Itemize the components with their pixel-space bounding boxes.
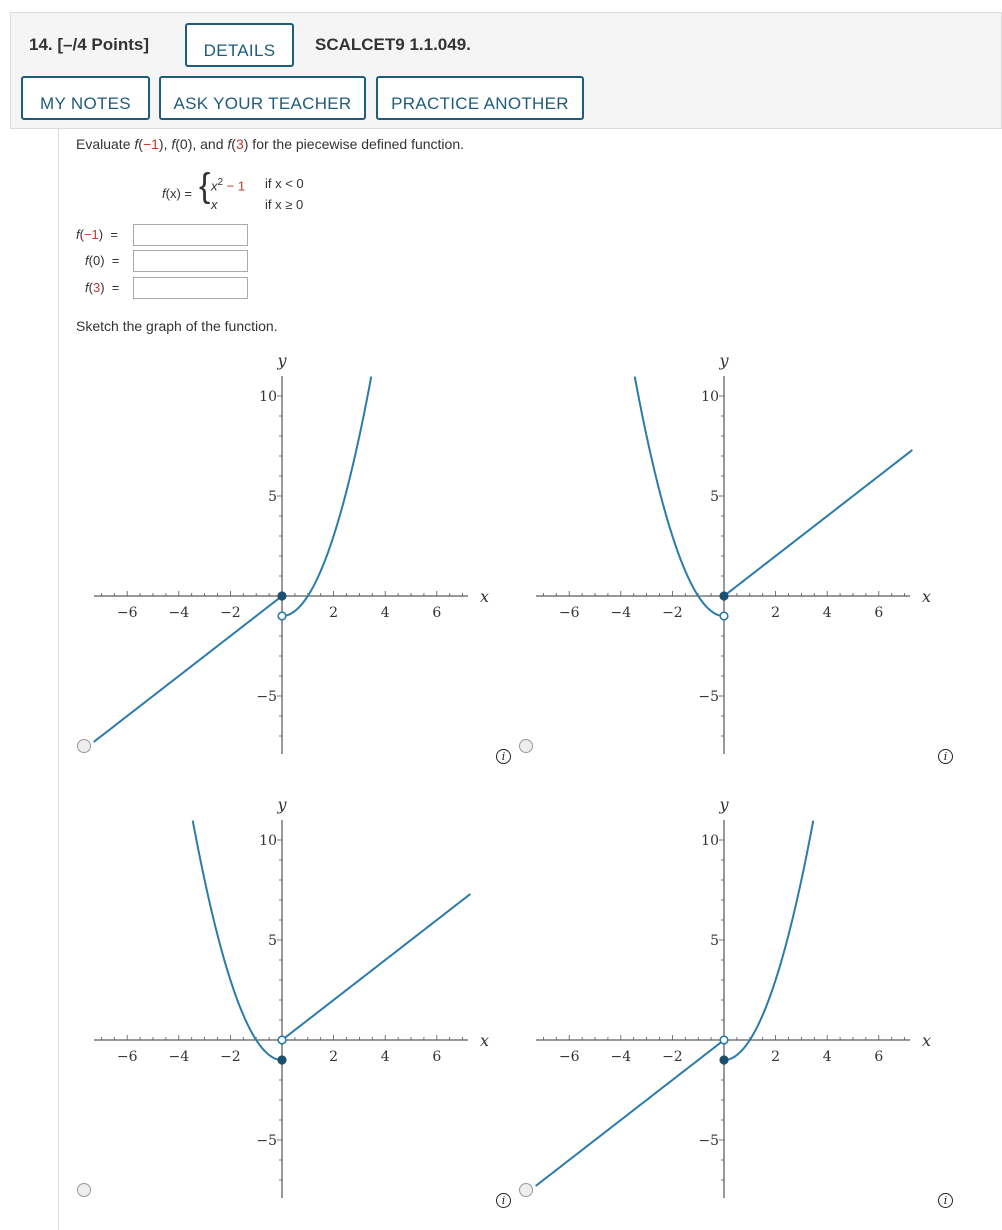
y-axis-label: y — [277, 351, 287, 370]
function-case1-cond: if x < 0 — [265, 176, 304, 191]
curves — [193, 821, 471, 1060]
x-tick-label: −4 — [610, 1049, 632, 1065]
function-case2 — [211, 197, 218, 212]
y-tick-label: 10 — [259, 833, 277, 849]
answer-label-3 — [85, 280, 119, 295]
answer-f: f — [85, 253, 89, 268]
answer-arg: −1 — [83, 227, 99, 242]
x-tick-label: 2 — [771, 605, 781, 621]
prompt-text-start: Evaluate — [76, 136, 135, 152]
graph-option-c — [70, 794, 510, 1214]
points-label: [–/4 Points] — [57, 35, 149, 54]
radio-option-a[interactable] — [77, 739, 91, 753]
radio-option-b[interactable] — [519, 739, 533, 753]
x-tick-label: 4 — [380, 1049, 390, 1065]
closed-point — [278, 592, 286, 600]
question-header — [10, 12, 1002, 129]
x-tick-label: 6 — [874, 1049, 884, 1065]
graph-option-a — [70, 350, 510, 770]
y-tick-label: −5 — [256, 689, 277, 705]
info-icon[interactable]: i — [938, 749, 953, 764]
graph-option-d — [512, 794, 952, 1214]
curves — [94, 377, 372, 742]
parabola-curve — [724, 821, 813, 1060]
answer-eq: = — [111, 280, 120, 295]
sketch-prompt: Sketch the graph of the function. — [76, 318, 278, 334]
answer-eq: = — [111, 253, 120, 268]
open-point — [278, 1036, 286, 1044]
answer-arg: 3 — [92, 280, 101, 295]
y-axis-label: y — [719, 351, 729, 370]
x-axis-label: x — [480, 587, 490, 606]
answer-input-f-neg1[interactable] — [133, 224, 248, 246]
prompt-f1: f — [134, 136, 139, 152]
x-tick-label: 6 — [874, 605, 884, 621]
answer-paren: ( — [79, 227, 84, 242]
answer-paren: ) — [100, 280, 105, 295]
function-case2-cond: if x ≥ 0 — [265, 197, 304, 212]
open-point — [720, 612, 728, 620]
prompt-paren: ), — [158, 136, 168, 152]
answer-f: f — [76, 227, 80, 242]
x-tick-label: −2 — [220, 1049, 241, 1065]
answer-f: f — [85, 280, 89, 295]
y-tick-label: 5 — [268, 933, 277, 949]
y-tick-label: 10 — [259, 389, 277, 405]
y-tick-label: −5 — [698, 1133, 719, 1149]
case2-x: x — [211, 197, 218, 212]
x-tick-label: −2 — [662, 605, 683, 621]
radio-option-c[interactable] — [77, 1183, 91, 1197]
x-axis-label: x — [480, 1031, 490, 1050]
question-number-points — [29, 35, 149, 55]
x-tick-label: 4 — [380, 605, 390, 621]
curves — [635, 377, 913, 616]
line-curve — [282, 894, 470, 1040]
prompt-paren: ) — [243, 136, 249, 152]
practice-another-button[interactable]: PRACTICE ANOTHER — [376, 76, 584, 120]
prompt-paren: ( — [138, 136, 143, 152]
x-tick-label: −2 — [662, 1049, 683, 1065]
function-case1 — [211, 177, 245, 193]
answer-arg: 0 — [92, 253, 101, 268]
answer-paren: ) — [98, 227, 104, 242]
closed-point — [720, 1056, 728, 1064]
ask-teacher-button[interactable]: ASK YOUR TEACHER — [159, 76, 366, 120]
y-tick-label: −5 — [698, 689, 719, 705]
answer-input-f-3[interactable] — [133, 277, 248, 299]
y-tick-label: 10 — [701, 833, 719, 849]
x-axis-label: x — [922, 1031, 932, 1050]
function-brace: { — [199, 167, 211, 205]
case1-x: x — [211, 178, 218, 194]
problem-code: SCALCET9 1.1.049. — [315, 35, 471, 54]
line-curve — [724, 450, 912, 596]
answer-paren: ( — [88, 253, 93, 268]
parabola-curve — [282, 377, 371, 616]
answer-input-f-0[interactable] — [133, 250, 248, 272]
closed-point — [720, 592, 728, 600]
x-tick-label: 2 — [329, 1049, 339, 1065]
x-tick-label: −4 — [610, 605, 632, 621]
open-point — [278, 612, 286, 620]
closed-point — [278, 1056, 286, 1064]
prompt-f3: f — [227, 136, 232, 152]
x-tick-label: −6 — [558, 605, 580, 621]
details-button[interactable]: DETAILS — [185, 23, 294, 67]
answer-paren: ) — [100, 253, 105, 268]
x-tick-label: −4 — [168, 605, 190, 621]
y-tick-label: 5 — [710, 489, 719, 505]
evaluate-prompt — [76, 136, 464, 152]
x-tick-label: −6 — [116, 1049, 138, 1065]
y-tick-label: 5 — [268, 489, 277, 505]
x-tick-label: 4 — [822, 1049, 832, 1065]
question-number: 14. — [29, 35, 53, 54]
x-tick-label: 6 — [432, 605, 442, 621]
info-icon[interactable]: i — [496, 749, 511, 764]
x-tick-label: −2 — [220, 605, 241, 621]
info-icon[interactable]: i — [496, 1193, 511, 1208]
answer-label-2 — [85, 253, 119, 268]
x-tick-label: −4 — [168, 1049, 190, 1065]
prompt-arg2: (0), and — [175, 136, 228, 152]
x-tick-label: −6 — [116, 605, 138, 621]
case1-exp: 2 — [217, 177, 224, 188]
info-icon[interactable]: i — [938, 1193, 953, 1208]
x-axis-label: x — [922, 587, 932, 606]
x-tick-label: 2 — [771, 1049, 781, 1065]
y-tick-label: 5 — [710, 933, 719, 949]
x-tick-label: −6 — [558, 1049, 580, 1065]
answer-eq: = — [110, 227, 118, 242]
case1-rest: − 1 — [223, 178, 246, 194]
prompt-text-end: for the piecewise defined function. — [248, 136, 464, 152]
prompt-f2: f — [171, 136, 176, 152]
radio-option-d[interactable] — [519, 1183, 533, 1197]
curves — [536, 821, 814, 1186]
function-lhs-rest: (x) = — [165, 186, 192, 201]
prompt-arg3: 3 — [235, 136, 244, 152]
y-tick-label: −5 — [256, 1133, 277, 1149]
prompt-arg1: −1 — [142, 136, 159, 152]
prompt-paren: ( — [231, 136, 236, 152]
open-point — [720, 1036, 728, 1044]
y-tick-label: 10 — [701, 389, 719, 405]
x-tick-label: 4 — [822, 605, 832, 621]
function-lhs — [162, 186, 192, 201]
x-tick-label: 6 — [432, 1049, 442, 1065]
y-axis-label: y — [277, 795, 287, 814]
x-tick-label: 2 — [329, 605, 339, 621]
answer-label-1 — [76, 227, 118, 242]
y-axis-label: y — [719, 795, 729, 814]
answer-paren: ( — [88, 280, 93, 295]
graph-option-b — [512, 350, 952, 770]
function-f: f — [162, 186, 166, 201]
my-notes-button[interactable]: MY NOTES — [21, 76, 150, 120]
